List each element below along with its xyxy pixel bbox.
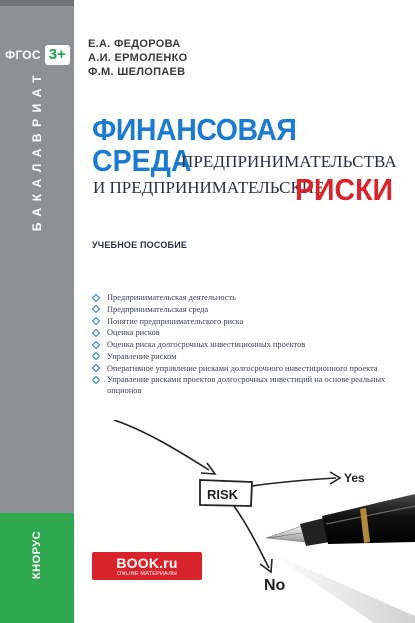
publisher-block <box>0 513 74 623</box>
topic-item <box>92 364 392 375</box>
topics-list <box>92 293 392 398</box>
topic-item <box>92 305 392 316</box>
no-label: No <box>264 577 286 594</box>
topic-text: Оценка рисков <box>107 328 160 338</box>
title-line-3-main: РИСКИ <box>295 172 394 207</box>
title-line-2-main: СРЕДА <box>92 143 192 178</box>
cover-spine <box>0 0 74 623</box>
fgos-label <box>2 44 70 66</box>
title-line-3-rest: И ПРЕДПРИНИМАТЕЛЬСКИЕ <box>93 178 325 197</box>
diamond-bullet-icon <box>92 317 100 325</box>
level-label: БАКАЛАВРИАТ <box>30 68 44 232</box>
diamond-bullet-icon <box>92 340 100 348</box>
topic-item <box>92 352 392 363</box>
title-line-2-rest: ПРЕДПРИНИМАТЕЛЬСТВА <box>181 152 397 171</box>
authors <box>88 37 187 79</box>
yes-label: Yes <box>344 471 365 485</box>
title-line-1: ФИНАНСОВАЯ <box>92 112 297 147</box>
diamond-bullet-icon <box>92 352 100 360</box>
diamond-bullet-icon <box>92 305 100 313</box>
author-1: Е.А. ФЕДОРОВА <box>88 38 181 50</box>
risk-sketch-illustration <box>74 420 415 623</box>
author-2: А.И. ЕРМОЛЕНКО <box>88 52 188 64</box>
diamond-bullet-icon <box>92 376 100 384</box>
diamond-bullet-icon <box>92 364 100 372</box>
author-3: Ф.М. ШЕЛОПАЕВ <box>88 66 186 78</box>
risk-label: RISK <box>207 487 239 502</box>
topic-item <box>92 328 392 339</box>
topic-item <box>92 317 392 328</box>
bookru-badge[interactable] <box>92 552 202 580</box>
topic-text: Предпринимательская деятельность <box>107 293 236 302</box>
topic-text: Оценка риска долгосрочных инвестиционных проектов <box>107 340 306 350</box>
diamond-bullet-icon <box>92 293 100 301</box>
topic-item <box>92 293 392 304</box>
topic-text: Предпринимательская среда <box>107 304 209 314</box>
book-subtitle: УЧЕБНОЕ ПОСОБИЕ <box>92 240 188 250</box>
grade-badge: 3+ <box>45 45 70 65</box>
topic-item <box>92 340 392 351</box>
topic-text: Управление рисками проектов долгосрочных инвестиций на основе реальных опционов <box>107 375 386 396</box>
diamond-bullet-icon <box>92 329 100 337</box>
topic-text: Управление риском <box>107 351 177 361</box>
topic-text: Оперативное управление рисками долгосрочного инвестиционного проекта <box>107 363 378 373</box>
topic-text: Понятие предпринимательского риска <box>107 316 244 326</box>
bookru-brand: BOOK.ru <box>116 555 178 571</box>
bookru-tagline: ONLINE МАТЕРИАЛЫ <box>117 571 177 577</box>
fgos-text: ФГОС <box>5 48 41 62</box>
spine-top-strip <box>0 0 74 6</box>
topic-item <box>92 375 392 396</box>
publisher-name: КНОРУС <box>31 530 43 580</box>
